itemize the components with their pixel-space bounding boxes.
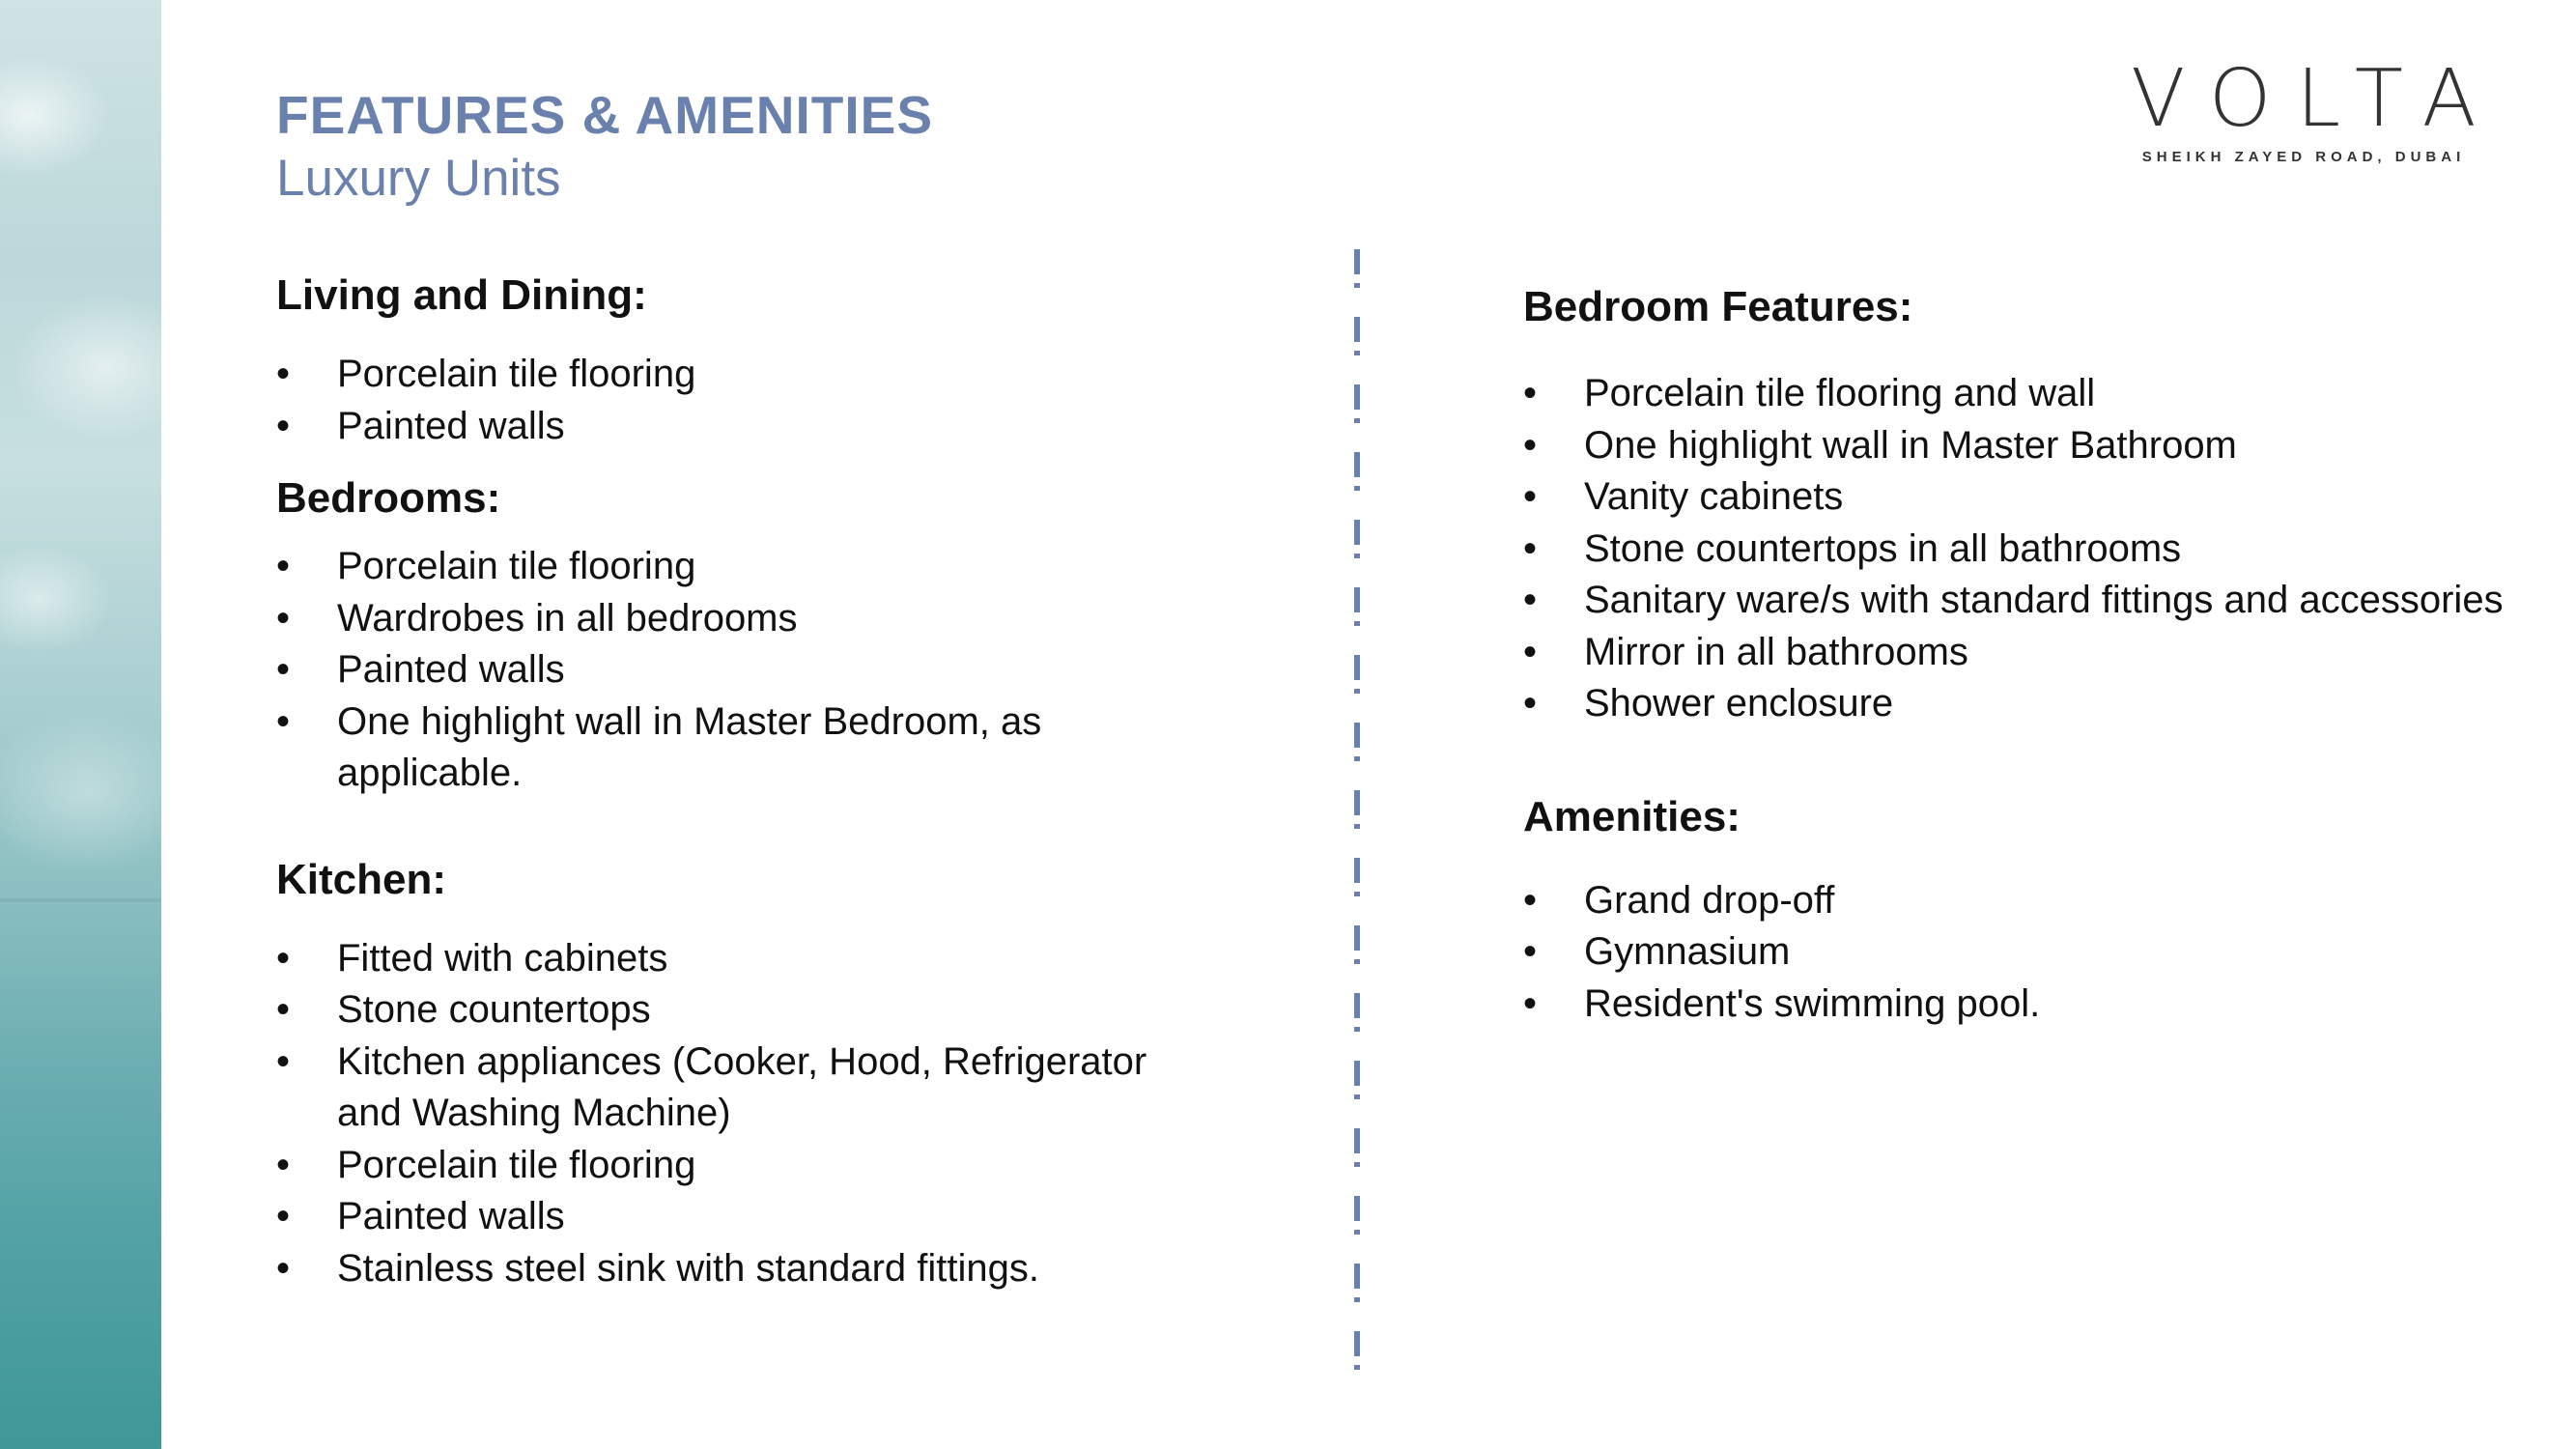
bullet-list — [1523, 368, 2557, 730]
list-item: • One highlight wall in Master Bathroom — [1523, 420, 2557, 472]
bullet-list — [276, 541, 1290, 800]
section-living-dining — [276, 269, 1290, 452]
section-kitchen — [276, 853, 1290, 1295]
right-column — [1523, 280, 2557, 1030]
section-bedrooms — [276, 471, 1290, 800]
bullet-list — [276, 349, 1290, 452]
list-item: • Grand drop-off — [1523, 875, 2557, 927]
bullet-list — [276, 933, 1290, 1295]
side-sea-sky-image — [0, 0, 161, 1449]
page-subtitle: Luxury Units — [276, 150, 561, 207]
list-item: • Shower enclosure — [1523, 678, 2557, 730]
list-item: • Painted walls — [276, 644, 1290, 696]
list-item: • Wardrobes in all bedrooms — [276, 593, 1290, 645]
horizon-line — [0, 898, 161, 902]
list-item: • Sanitary ware/s with standard fittings and accessories — [1523, 575, 2557, 627]
left-column — [276, 269, 1290, 1294]
list-item: • Vanity cabinets — [1523, 471, 2557, 524]
list-item: • Stone countertops in all bathrooms — [1523, 524, 2557, 576]
list-item: • Kitchen appliances (Cooker, Hood, Refrigerator and Washing Machine) — [276, 1037, 1206, 1140]
list-item: • Painted walls — [276, 1191, 1290, 1243]
list-item: • Mirror in all bathrooms — [1523, 627, 2557, 679]
section-heading: Kitchen: — [276, 855, 446, 903]
list-item: • Porcelain tile flooring — [276, 349, 1290, 401]
logo-wordmark: VOLTA — [2131, 53, 2502, 145]
title-block — [276, 83, 933, 211]
list-item: • Resident's swimming pool. — [1523, 979, 2557, 1031]
section-heading: Bedrooms: — [276, 474, 501, 522]
section-bedroom-features — [1523, 280, 2557, 730]
list-item: • One highlight wall in Master Bedroom, as applicable. — [276, 696, 1168, 800]
list-item: • Porcelain tile flooring and wall — [1523, 368, 2557, 420]
list-item: • Fitted with cabinets — [276, 933, 1290, 985]
page-title: FEATURES & AMENITIES — [276, 85, 934, 145]
list-item: • Gymnasium — [1523, 926, 2557, 979]
list-item: • Stainless steel sink with standard fittings. — [276, 1243, 1290, 1295]
volta-logo — [2096, 53, 2511, 165]
section-amenities — [1523, 790, 2557, 1031]
section-heading: Bedroom Features: — [1523, 283, 1913, 330]
bullet-list — [1523, 875, 2557, 1031]
list-item: • Painted walls — [276, 401, 1290, 453]
logo-tagline: SHEIKH ZAYED ROAD, DUBAI — [2141, 149, 2466, 165]
section-heading: Amenities: — [1523, 792, 1741, 840]
section-heading: Living and Dining: — [276, 271, 647, 319]
dashed-column-divider — [1354, 249, 1360, 1381]
list-item: • Porcelain tile flooring — [276, 541, 1290, 593]
list-item: • Stone countertops — [276, 984, 1290, 1037]
list-item: • Porcelain tile flooring — [276, 1140, 1290, 1192]
